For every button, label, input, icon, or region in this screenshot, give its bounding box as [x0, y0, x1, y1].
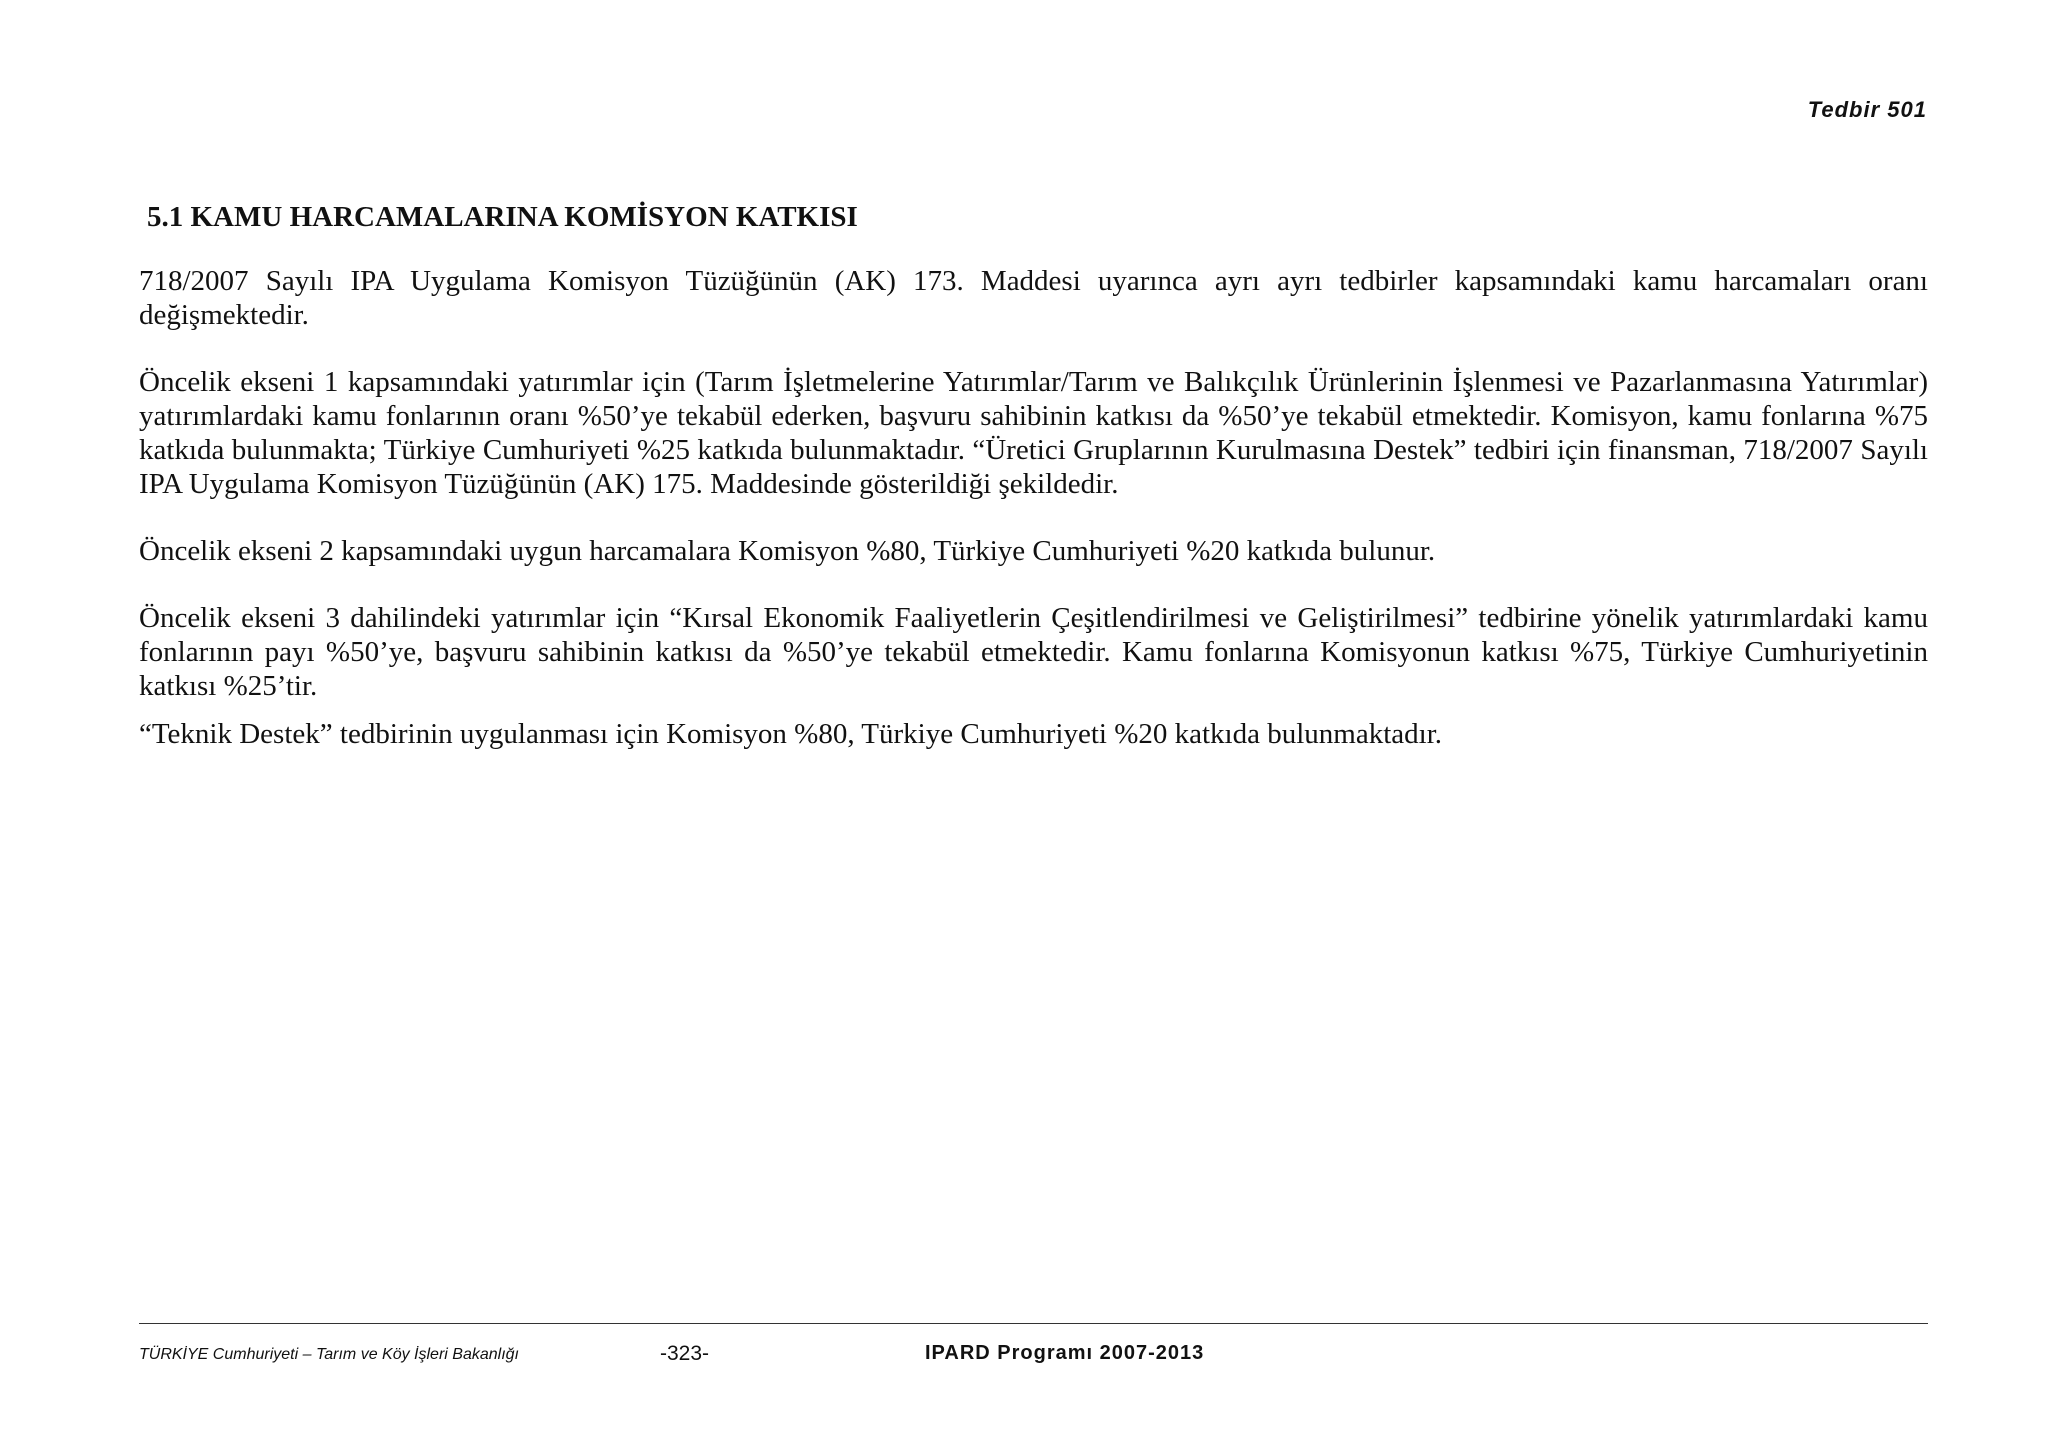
document-body — [139, 200, 1928, 784]
paragraph-priority-axis-2: Öncelik ekseni 2 kapsamındaki uygun harcamalara Komisyon %80, Türkiye Cumhuriyeti %20 katkıda bulunur. — [139, 535, 1436, 567]
paragraph-technical-assistance: “Teknik Destek” tedbirinin uygulanması için Komisyon %80, Türkiye Cumhuriyeti %20 katkıda bulunmaktadır. — [139, 718, 1443, 750]
paragraph-priority-axis-1: Öncelik ekseni 1 kapsamındaki yatırımlar için (Tarım İşletmelerine Yatırımlar/Tarım ve Balıkçılık Ürünlerinin İşlenmesi ve Pazarlanmasına Yatırımlar) yatırımlardaki kamu fonlarının oranı %50’ye tekabül ederken, başvuru sahibinin katkısı da %50’ye tekabül etmektedir. Komisyon, kamu fonlarına %75 katkıda bulunmakta; Türkiye Cumhuriyeti %25 katkıda bulunmaktadır. “Üretici Gruplarının Kurulmasına Destek” tedbiri için finansman, 718/2007 Sayılı IPA Uygulama Komisyon Tüzüğünün (AK) 175. Maddesinde gösterildiği şekildedir. — [139, 366, 1928, 500]
section-title: 5.1 KAMU HARCAMALARINA KOMİSYON KATKISI — [147, 201, 858, 233]
footer-divider — [139, 1323, 1928, 1324]
footer-page-number: -323- — [660, 1342, 710, 1365]
paragraph-intro: 718/2007 Sayılı IPA Uygulama Komisyon Tüzüğünün (AK) 173. Maddesi uyarınca ayrı ayrı tedbirler kapsamındaki kamu harcamaları oranı değişmektedir. — [139, 265, 1928, 331]
paragraph-priority-axis-3: Öncelik ekseni 3 dahilindeki yatırımlar için “Kırsal Ekonomik Faaliyetlerin Çeşitlendirilmesi ve Geliştirilmesi” tedbirine yönelik yatırımlardaki kamu fonlarının payı %50’ye, başvuru sahibinin katkısı da %50’ye tekabül etmektedir. Kamu fonlarına Komisyonun katkısı %75, Türkiye Cumhuriyetinin katkısı %25’tir. — [139, 602, 1928, 702]
page-header-measure: Tedbir 501 — [1807, 97, 1927, 122]
footer-program: IPARD Programı 2007-2013 — [925, 1342, 1205, 1364]
footer-ministry: TÜRKİYE Cumhuriyeti – Tarım ve Köy İşleri Bakanlığı — [139, 1346, 519, 1363]
